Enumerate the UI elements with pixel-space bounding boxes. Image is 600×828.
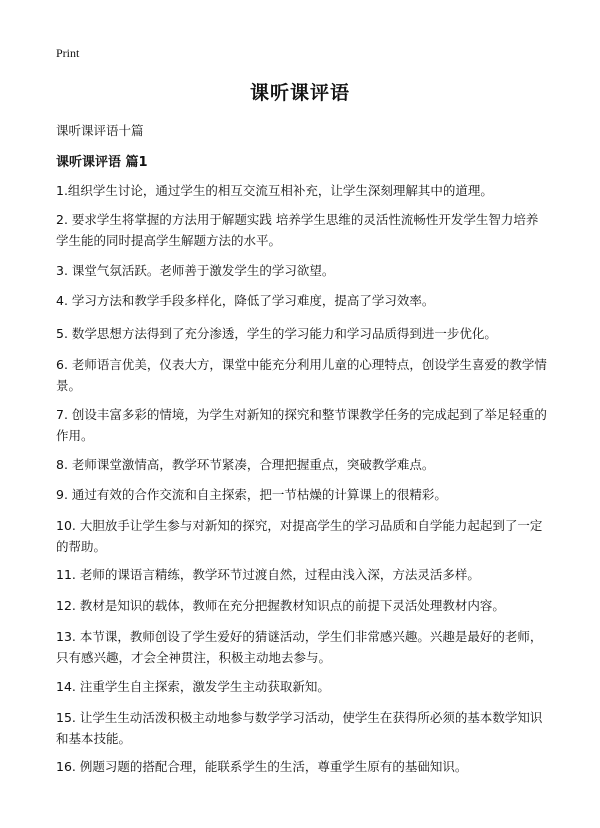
list-item-11: 11. 老师的课语言精练，教学环节过渡自然，过程由浅入深，方法灵活多样。 <box>56 567 480 582</box>
list-item-9: 9. 通过有效的合作交流和自主探索，把一节枯燥的计算课上的很精彩。 <box>56 487 447 502</box>
list-item-12: 12. 教材是知识的载体，教师在充分把握教材知识点的前提下灵活处理教材内容。 <box>56 598 505 613</box>
page-title: 课听课评语 <box>249 82 350 104</box>
list-item-5: 5. 数学思想方法得到了充分渗透，学生的学习能力和学习品质得到进一步优化。 <box>56 326 497 341</box>
list-item-14: 14. 注重学生自主探索，激发学生主动获取新知。 <box>56 679 330 694</box>
list-item-1: 1.组织学生讨论，通过学生的相互交流互相补充，让学生深刻理解其中的道理。 <box>56 183 493 198</box>
section-heading: 课听课评语 篇1 <box>56 155 148 170</box>
list-item-15: 15. 让学生生动活泼积极主动地参与数学学习活动，使学生在获得所必须的基本数学知识和基本技能。 <box>56 710 543 746</box>
print-link[interactable]: Print <box>56 46 80 60</box>
list-item-4: 4. 学习方法和教学手段多样化，降低了学习难度，提高了学习效率。 <box>56 293 435 308</box>
list-item-8: 8. 老师课堂激情高，教学环节紧凑，合理把握重点，突破教学难点。 <box>56 457 435 472</box>
list-item-3: 3. 课堂气氛活跃。老师善于激发学生的学习欲望。 <box>56 263 335 278</box>
list-item-7: 7. 创设丰富多彩的情境，为学生对新知的探究和整节课教学任务的完成起到了举足轻重的作用。 <box>56 407 547 443</box>
list-item-10: 10. 大胆放手让学生参与对新知的探究，对提高学生的学习品质和自学能力起起到了一定的帮助。 <box>56 518 543 554</box>
document-subtitle: 课听课评语十篇 <box>56 123 144 138</box>
list-item-16: 16. 例题习题的搭配合理，能联系学生的生活，尊重学生原有的基础知识。 <box>56 759 468 774</box>
list-item-2: 2. 要求学生将掌握的方法用于解题实践 培养学生思维的灵活性流畅性开发学生智力培养学生能的同时提高学生解题方法的水平。 <box>56 212 539 248</box>
list-item-6: 6. 老师语言优美，仪表大方，课堂中能充分利用儿童的心理特点，创设学生喜爱的教学情景。 <box>56 357 547 393</box>
list-item-13: 13. 本节课，教师创设了学生爱好的猜谜活动，学生们非常感兴趣。兴趣是最好的老师，只有感兴趣，才会全神贯注，积极主动地去参与。 <box>56 629 543 665</box>
